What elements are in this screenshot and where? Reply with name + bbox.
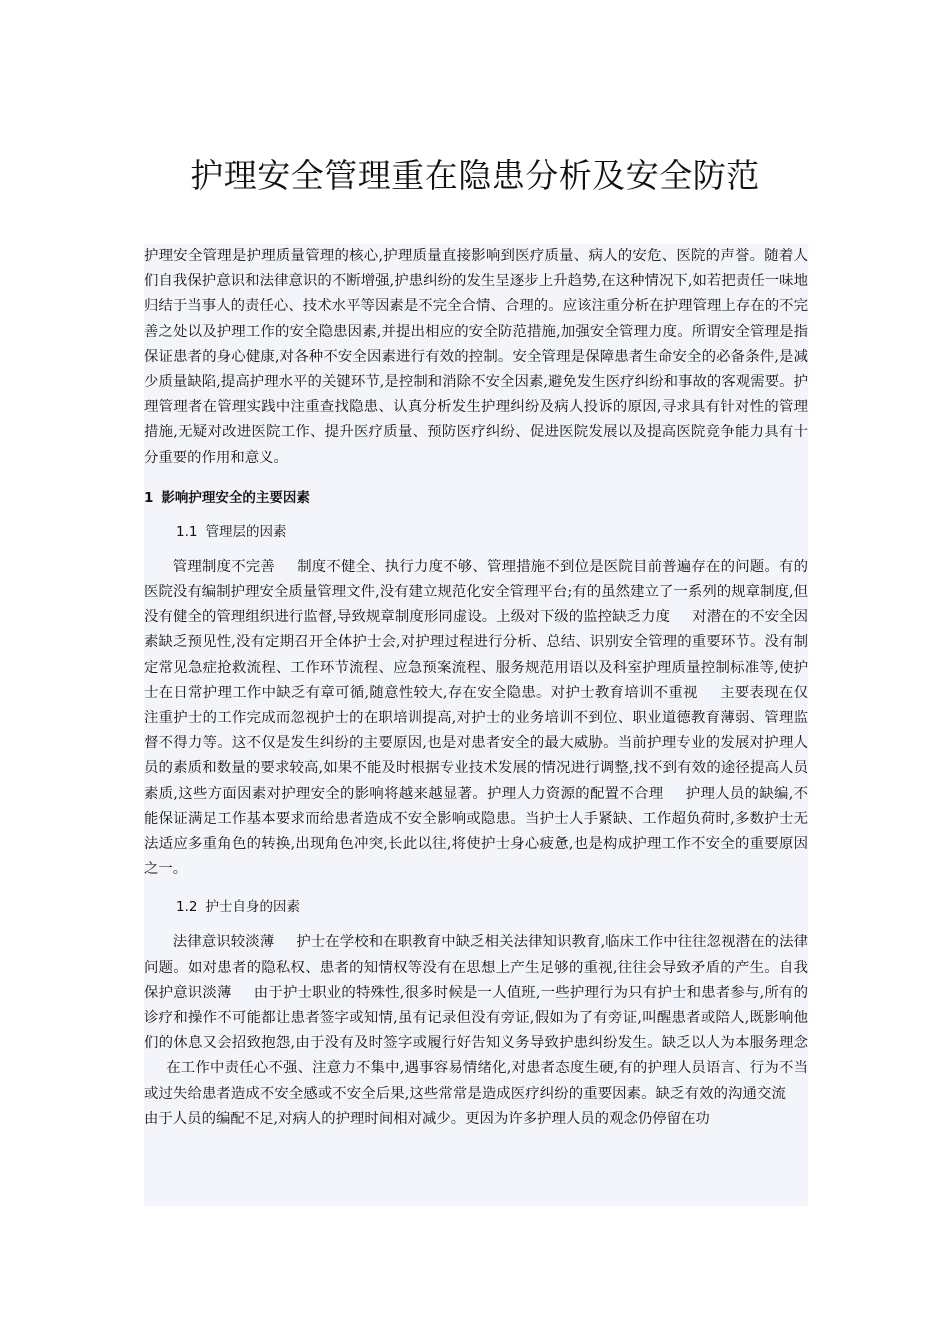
section-1-title: 影响护理安全的主要因素 [161, 489, 310, 506]
section-1-number: 1 [144, 489, 154, 506]
section-1-heading [144, 483, 808, 513]
section-1-1-text-1: 制度不健全、执行力度不够、管理措施不到位是医院目前普遍存在的问题。有的医院没有编制护理安全质量管理文件,没有建立规范化安全管理平台;有的虽然建立了一系列的规章制度,但没有健全的管理组织进行监督,导致规章制度形同虚设。上级对下级的监控缺乏力度 [144, 558, 808, 626]
section-1-1-text-4: 护理人员的缺编,不能保证满足工作基本要求而给患者造成不安全影响或隐患。当护士人手紧缺、工作超负荷时,多数护士无法适应多重角色的转换,出现角色冲突,长此以往,将使护士身心疲惫,也是构成护理工作不安全的重要原因之一。 [144, 785, 808, 878]
section-1-1-text-3: 主要表现在仅注重护士的工作完成而忽视护士的在职培训提高,对护士的业务培训不到位、职业道德教育薄弱、管理监督不得力等。这不仅是发生纠纷的主要原因,也是对患者安全的最大威胁。当前护理专业的发展对护理人员的素质和数量的要求较高,如果不能及时根据专业技术发展的情况进行调整,找不到有效的途径提高人员素质,这些方面因素对护理安全的影响将越来越显著。护理人力资源的配置不合理 [144, 684, 808, 802]
section-1-2-text-4: 由于人员的编配不足,对病人的护理时间相对减少。更因为许多护理人员的观念仍停留在功 [144, 1110, 710, 1127]
section-1-2-lead: 法律意识较淡薄 [172, 934, 275, 951]
document-title: 护理安全管理重在隐患分析及安全防范 [190, 156, 760, 195]
section-1-1-heading [176, 517, 808, 547]
document-body [144, 244, 808, 1206]
section-1-1-text-2: 对潜在的不安全因素缺乏预见性,没有定期召开全体护士会,对护理过程进行分析、总结、识别安全管理的重要环节。没有制定常见急症抢救流程、工作环节流程、应急预案流程、服务规范用语以及科室护理质量控制标准等,使护士在日常护理工作中缺乏有章可循,随意性较大,存在安全隐患。对护士教育培训不重视 [144, 609, 808, 701]
section-1-2-number: 1.2 [176, 899, 198, 916]
section-1-1-number: 1.1 [176, 523, 198, 540]
section-1-2-text-1: 护士在学校和在职教育中缺乏相关法律知识教育,临床工作中往往忽视潜在的法律问题。如对患者的隐私权、患者的知情权等没有在思想上产生足够的重视,往往会导致矛盾的产生。自我保护意识淡薄 [144, 934, 808, 1001]
section-1-1-lead: 管理制度不完善 [172, 558, 275, 575]
section-1-2-text-2: 由于护士职业的特殊性,很多时候是一人值班,一些护理行为只有护士和患者参与,所有的诊疗和操作不可能都让患者签字或知情,虽有记录但没有旁证,假如为了有旁证,叫醒患者或陪人,既影响他们的休息又会招致抱怨,由于没有及时签字或履行好告知义务导致护患纠纷发生。缺乏以人为本服务理念 [144, 984, 808, 1052]
section-1-1-title: 管理层的因素 [205, 523, 287, 540]
section-1-2-paragraph [144, 930, 808, 1132]
section-1-2-title: 护士自身的因素 [205, 899, 300, 916]
section-1-2-text-3: 在工作中责任心不强、注意力不集中,遇事容易情绪化,对患者态度生硬,有的护理人员语言、行为不当或过失给患者造成不安全感或不安全后果,这些常常是造成医疗纠纷的重要因素。缺乏有效的沟通交流 [144, 1060, 808, 1102]
section-1-2-heading [176, 892, 808, 922]
section-1-1-paragraph [144, 555, 808, 883]
intro-paragraph: 护理安全管理是护理质量管理的核心,护理质量直接影响到医疗质量、病人的安危、医院的声誉。随着人们自我保护意识和法律意识的不断增强,护患纠纷的发生呈逐步上升趋势,在这种情况下,如若把责任一味地归结于当事人的责任心、技术水平等因素是不完全合情、合理的。应该注重分析在护理管理上存在的不完善之处以及护理工作的安全隐患因素,并提出相应的安全防范措施,加强安全管理力度。所谓安全管理是指保证患者的身心健康,对各种不安全因素进行有效的控制。安全管理是保障患者生命安全的必备条件,是减少质量缺陷,提高护理水平的关键环节,是控制和消除不安全因素,避免发生医疗纠纷和事故的客观需要。护理管理者在管理实践中注重查找隐患、认真分析发生护理纠纷及病人投诉的原因,寻求具有针对性的管理措施,无疑对改进医院工作、提升医疗质量、预防医疗纠纷、促进医院发展以及提高医院竞争能力具有十分重要的作用和意义。 [144, 248, 808, 466]
